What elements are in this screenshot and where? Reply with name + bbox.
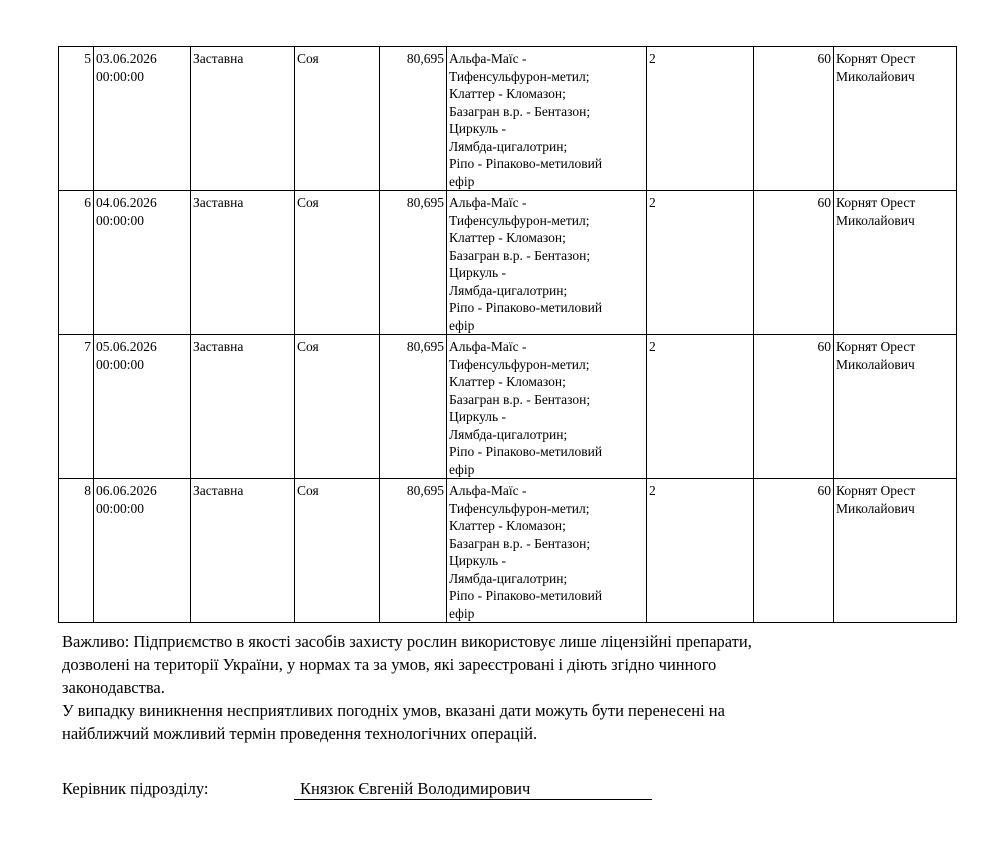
cell-responsible: Корнят Орест Миколайович (834, 479, 957, 623)
cell-type: Заставна (191, 47, 295, 191)
table-row (59, 335, 957, 479)
cell-preparations: Альфа-Маїс - Тифенсульфурон-метил; Клаттер - Кломазон; Базагран в.р. - Бентазон; Циркуль - Лямбда-цигалотрин; Ріпо - Ріпаково-метиловий ефір (447, 479, 647, 623)
cell-area: 80,695 (380, 47, 447, 191)
cell-responsible: Корнят Орест Миколайович (834, 335, 957, 479)
cell-type: Заставна (191, 335, 295, 479)
cell-area: 80,695 (380, 479, 447, 623)
table-row (59, 479, 957, 623)
cell-crop: Соя (295, 47, 380, 191)
cell-area: 80,695 (380, 335, 447, 479)
cell-col-a: 2 (647, 191, 754, 335)
cell-col-b: 60 (754, 335, 834, 479)
note-line: дозволені на території України, у нормах та за умов, які зареєстровані і діють згідно чинного (62, 655, 717, 674)
cell-datetime: 03.06.2026 00:00:00 (94, 47, 191, 191)
cell-preparations: Альфа-Маїс - Тифенсульфурон-метил; Клаттер - Кломазон; Базагран в.р. - Бентазон; Циркуль - Лямбда-цигалотрин; Ріпо - Ріпаково-метиловий ефір (447, 191, 647, 335)
cell-col-a: 2 (647, 47, 754, 191)
cell-datetime: 06.06.2026 00:00:00 (94, 479, 191, 623)
note-line: найближчий можливий термін проведення технологічних операцій. (62, 724, 538, 743)
cell-col-b: 60 (754, 47, 834, 191)
important-notes (62, 630, 942, 745)
cell-crop: Соя (295, 479, 380, 623)
cell-index: 6 (59, 191, 94, 335)
cell-col-a: 2 (647, 479, 754, 623)
table-body (59, 47, 957, 623)
cell-crop: Соя (295, 191, 380, 335)
cell-responsible: Корнят Орест Миколайович (834, 191, 957, 335)
cell-datetime: 04.06.2026 00:00:00 (94, 191, 191, 335)
cell-col-a: 2 (647, 335, 754, 479)
cell-datetime: 05.06.2026 00:00:00 (94, 335, 191, 479)
table-row (59, 47, 957, 191)
cell-type: Заставна (191, 191, 295, 335)
signature-row (62, 777, 662, 803)
signature-label: Керівник підрозділу: (62, 779, 209, 798)
cell-preparations: Альфа-Маїс - Тифенсульфурон-метил; Клаттер - Кломазон; Базагран в.р. - Бентазон; Циркуль - Лямбда-цигалотрин; Ріпо - Ріпаково-метиловий ефір (447, 335, 647, 479)
cell-col-b: 60 (754, 191, 834, 335)
cell-index: 5 (59, 47, 94, 191)
note-line: законодавства. (62, 678, 165, 697)
cell-preparations: Альфа-Маїс - Тифенсульфурон-метил; Клаттер - Кломазон; Базагран в.р. - Бентазон; Циркуль - Лямбда-цигалотрин; Ріпо - Ріпаково-метиловий ефір (447, 47, 647, 191)
cell-index: 8 (59, 479, 94, 623)
cell-type: Заставна (191, 479, 295, 623)
note-line: Важливо: Підприємство в якості засобів захисту рослин використовує лише ліцензійні препарати, (62, 632, 752, 651)
pesticide-schedule-table (58, 46, 957, 623)
cell-crop: Соя (295, 335, 380, 479)
cell-responsible: Корнят Орест Миколайович (834, 47, 957, 191)
table-row (59, 191, 957, 335)
cell-col-b: 60 (754, 479, 834, 623)
signature-name-field: Князюк Євгеній Володимирович (294, 777, 652, 800)
cell-area: 80,695 (380, 191, 447, 335)
note-line: У випадку виникнення несприятливих погодніх умов, вказані дати можуть бути перенесені на (62, 701, 725, 720)
cell-index: 7 (59, 335, 94, 479)
